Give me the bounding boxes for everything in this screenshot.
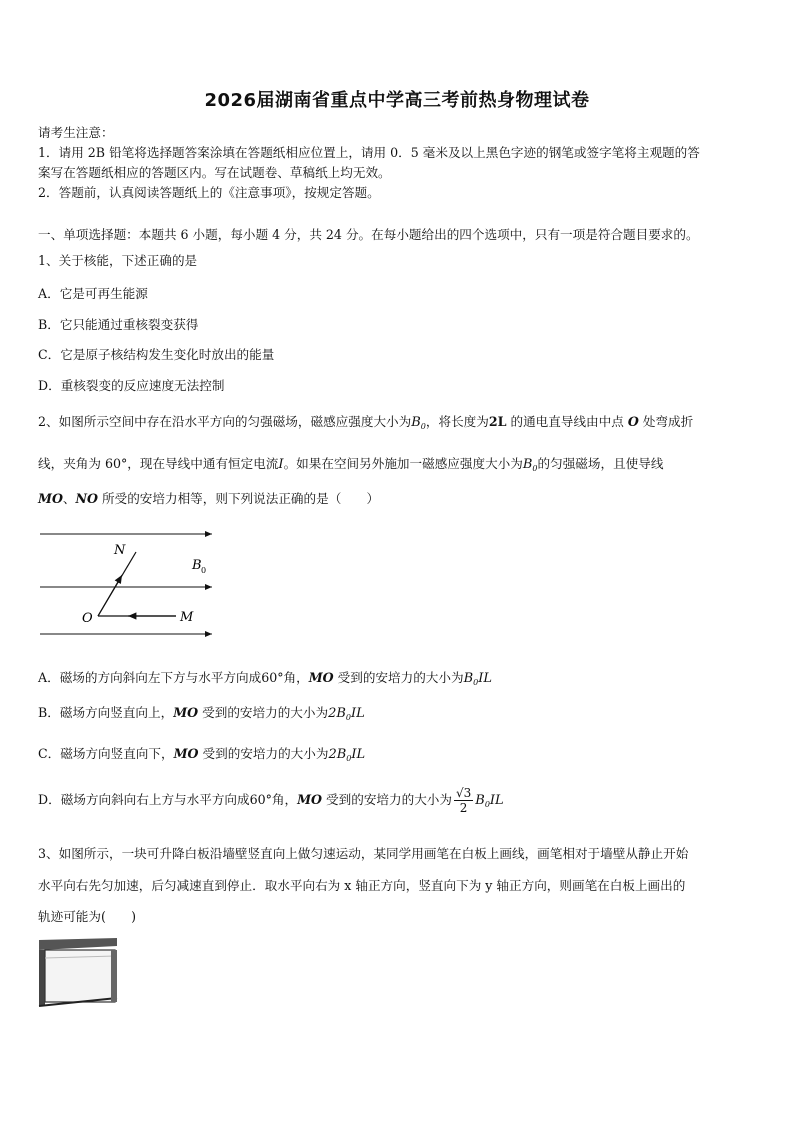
notice-item-1: 1．请用 2B 铅笔将选择题答案涂填在答题纸相应位置上，请用 0．5 毫米及以上黑色字迹的钢笔或签字笔将主观题的答 <box>38 145 700 160</box>
q2-stem-line3: MO、NO 所受的安培力相等，则下列说法正确的是（ ） <box>38 491 380 506</box>
q1-option-c: C．它是原子核结构发生变化时放出的能量 <box>38 347 275 362</box>
q1-option-d: D．重核裂变的反应速度无法控制 <box>38 378 225 393</box>
b0-symbol: $B_0$ <box>411 415 426 431</box>
q2-stem-line2: 线，夹角为 60°，现在导线中通有恒定电流I。如果在空间另外施加一磁感应强度大小为$B_0$的匀强磁场，且使导线 <box>38 456 664 473</box>
page-title: 2026届湖南省重点中学高三考前热身物理试卷 <box>204 90 590 111</box>
label-n: N <box>114 543 126 558</box>
q3-stem-line1: 3、如图所示，一块可升降白板沿墙壁竖直向上做匀速运动，某同学用画笔在白板上画线，画笔相对于墙壁从静止开始 <box>38 846 689 861</box>
section-heading: 一、单项选择题：本题共 6 小题，每小题 4 分，共 24 分。在每小题给出的四个选项中，只有一项是符合题目要求的。 <box>38 227 699 242</box>
label-m: M <box>180 610 194 625</box>
notice-item-1-cont: 案写在答题纸相应的答题区内。写在试题卷、草稿纸上均无效。 <box>38 165 391 180</box>
q1-option-b: B．它只能通过重核裂变获得 <box>38 317 199 332</box>
wire-arrow-on <box>98 575 122 616</box>
q2-magnetic-field-figure <box>36 524 226 644</box>
whiteboard-figure <box>37 936 119 1008</box>
q3-stem-line2: 水平向右先匀加速，后匀减速直到停止．取水平向右为 x 轴正方向，竖直向下为 y 轴正方向，则画笔在白板上画出的 <box>38 878 686 893</box>
b0-symbol: $B_0$ <box>522 457 538 473</box>
notice-heading: 请考生注意： <box>38 125 114 140</box>
label-b: B <box>192 558 202 573</box>
q2-option-d: D．磁场方向斜向右上方与水平方向成60°角，MO 受到的安培力的大小为 $\frac{√3}{2}$ $B_0IL$ <box>38 786 504 815</box>
label-o: O <box>82 611 93 626</box>
label-b-sub: 0 <box>201 566 207 575</box>
notice-item-2: 2．答题前，认真阅读答题纸上的《注意事项》，按规定答题。 <box>38 185 380 200</box>
q2-stem-line1: 2、如图所示空间中存在沿水平方向的匀强磁场，磁感应强度大小为$B_0$，将长度为2L 的通电直导线由中点 O 处弯成折 <box>38 414 694 431</box>
q1-option-a: A．它是可再生能源 <box>38 286 148 301</box>
q3-stem-line3: 轨迹可能为( ) <box>38 909 136 924</box>
fraction-sqrt3-over-2: $\frac{√3}{2}$ <box>455 786 472 815</box>
q2-option-c: C．磁场方向竖直向下，MO 受到的安培力的大小为$2B_0IL$ <box>38 746 366 763</box>
q2-option-a: A．磁场的方向斜向左下方与水平方向成60°角，MO 受到的安培力的大小为$B_0IL$ <box>38 670 493 687</box>
q2-option-b: B．磁场方向竖直向上，MO 受到的安培力的大小为$2B_0IL$ <box>38 705 365 722</box>
q1-stem: 1、关于核能，下述正确的是 <box>38 253 198 268</box>
